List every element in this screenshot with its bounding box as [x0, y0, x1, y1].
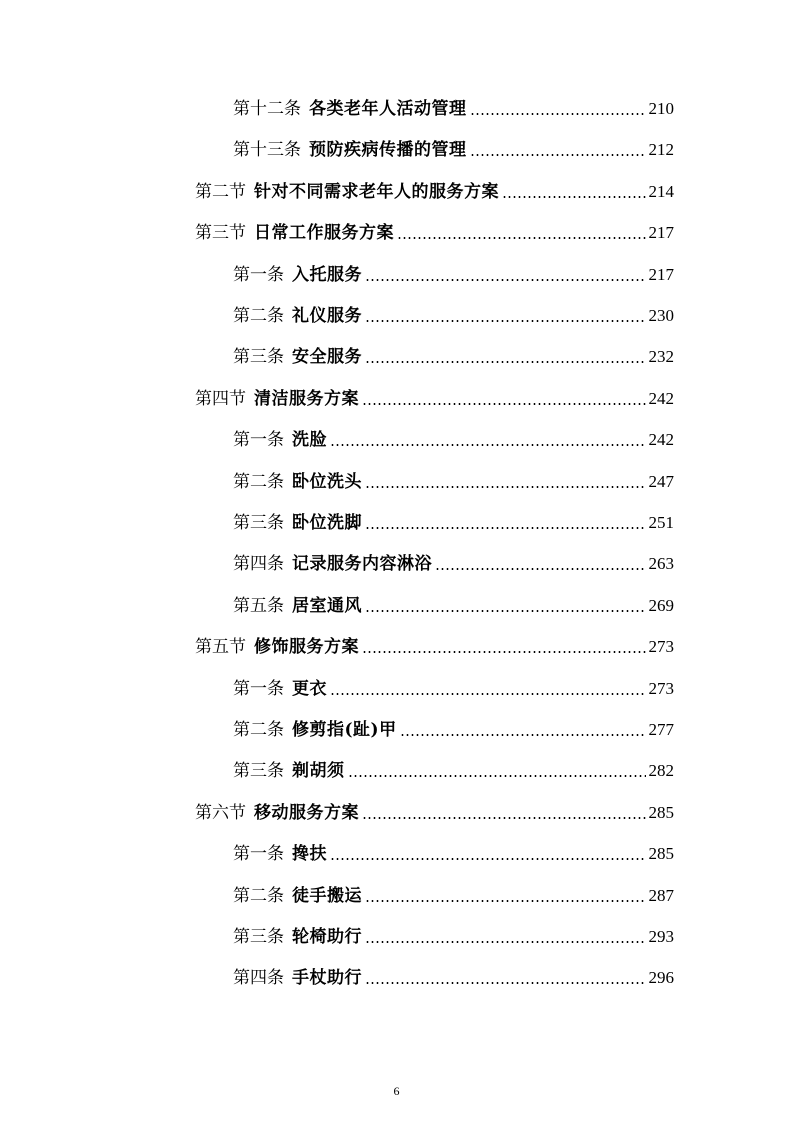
toc-entry-title: 日常工作服务方案: [254, 223, 394, 244]
toc-entry-title: 针对不同需求老年人的服务方案: [254, 181, 499, 202]
toc-entry-label: 第十二条: [233, 99, 301, 119]
toc-entry-page: 287: [648, 885, 674, 905]
toc-entry-page: 251: [648, 513, 674, 532]
dot-leader: [365, 279, 646, 281]
dot-leader: [348, 775, 646, 777]
toc-entry-label: 第一条: [233, 844, 284, 865]
toc-entry-title: 剃胡须: [292, 761, 345, 782]
dot-leader: [365, 941, 646, 943]
toc-entry-page: 285: [648, 844, 674, 864]
dot-leader: [397, 237, 646, 239]
dot-leader: [365, 486, 646, 488]
toc-entry-page: 273: [648, 637, 674, 657]
dot-leader: [365, 900, 646, 902]
toc-entry-title: 洗脸: [292, 430, 327, 451]
toc-entry-title: 更衣: [292, 678, 327, 699]
toc-entry-label: 第六节: [195, 802, 246, 823]
toc-entry[interactable]: [195, 634, 674, 660]
dot-leader: [365, 320, 646, 322]
dot-leader: [470, 154, 646, 156]
dot-leader: [362, 403, 646, 405]
toc-entry-title: 徒手搬运: [292, 885, 362, 906]
toc-entry[interactable]: [233, 717, 674, 743]
dot-leader: [362, 817, 646, 819]
dot-leader: [400, 734, 646, 736]
toc-entry-page: 230: [648, 306, 674, 325]
toc-entry[interactable]: [233, 965, 674, 991]
dot-leader: [435, 568, 646, 570]
toc-entry-label: 第四节: [195, 388, 246, 409]
toc-entry-title: 清洁服务方案: [254, 388, 359, 409]
toc-entry-label: 第二条: [233, 471, 284, 492]
dot-leader: [365, 361, 646, 363]
toc-entry-page: 217: [648, 223, 674, 243]
page-number: 6: [393, 1084, 400, 1098]
toc-entry-title: 各类老年人活动管理: [309, 99, 467, 119]
toc-entry-page: 210: [648, 99, 674, 118]
toc-entry[interactable]: [233, 883, 674, 909]
toc-entry-label: 第四条: [233, 968, 284, 989]
toc-entry[interactable]: [233, 510, 674, 536]
toc-entry-page: 217: [648, 264, 674, 284]
toc-entry[interactable]: [195, 179, 674, 205]
toc-entry-label: 第三节: [195, 223, 246, 244]
toc-entry[interactable]: [233, 551, 674, 577]
toc-entry-title: 记录服务内容淋浴: [292, 554, 432, 575]
toc-entry[interactable]: [233, 262, 674, 288]
toc-entry-page: 277: [648, 720, 674, 739]
toc-entry[interactable]: [233, 469, 674, 495]
toc-entry-page: 214: [648, 181, 674, 201]
toc-entry-label: 第二条: [233, 720, 284, 740]
toc-entry-page: 247: [648, 471, 674, 491]
toc-entry-page: 232: [648, 347, 674, 367]
toc-entry[interactable]: [233, 137, 674, 163]
toc-entry-label: 第三条: [233, 927, 284, 947]
toc-entry-page: 293: [648, 927, 674, 946]
toc-entry[interactable]: [233, 593, 674, 619]
toc-entry-title: 居室通风: [292, 595, 362, 616]
dot-leader: [365, 982, 646, 984]
toc-entry-page: 242: [648, 388, 674, 408]
toc-entry-page: 269: [648, 595, 674, 615]
toc-entry-label: 第三条: [233, 347, 284, 368]
toc-entry-page: 212: [648, 140, 674, 160]
toc-entry-label: 第二节: [195, 181, 246, 202]
toc-entry[interactable]: [233, 841, 674, 867]
toc-entry-title: 轮椅助行: [292, 927, 362, 947]
toc-entry-title: 手杖助行: [292, 968, 362, 989]
toc-entry[interactable]: [233, 758, 674, 784]
toc-entry-label: 第三条: [233, 761, 284, 782]
toc-entry[interactable]: [233, 676, 674, 702]
toc-entry-title: 入托服务: [292, 264, 362, 285]
toc-entry-page: 285: [648, 802, 674, 822]
toc-entry[interactable]: [195, 220, 674, 246]
toc-entry-label: 第一条: [233, 678, 284, 699]
toc-entry-page: 263: [648, 554, 674, 574]
dot-leader: [362, 651, 646, 653]
toc-entry-label: 第五条: [233, 595, 284, 616]
toc-entry-title: 卧位洗头: [292, 471, 362, 492]
toc-entry-label: 第四条: [233, 554, 284, 575]
toc-entry-label: 第五节: [195, 637, 246, 658]
toc-entry-label: 第十三条: [233, 140, 301, 161]
dot-leader: [330, 444, 646, 446]
toc-entry-label: 第二条: [233, 885, 284, 906]
toc-entry[interactable]: [195, 386, 674, 412]
toc-entry-title: 安全服务: [292, 347, 362, 368]
dot-leader: [502, 196, 646, 198]
toc-entry[interactable]: [233, 924, 674, 950]
dot-leader: [330, 858, 646, 860]
toc-entry-title: 搀扶: [292, 844, 327, 865]
dot-leader: [365, 527, 646, 529]
dot-leader: [470, 113, 646, 115]
toc-entry-title: 修剪指(趾)甲: [292, 720, 397, 740]
toc-entry-label: 第二条: [233, 306, 284, 326]
toc-entry-page: 273: [648, 678, 674, 698]
toc-entry[interactable]: [233, 344, 674, 370]
toc-entry-label: 第一条: [233, 430, 284, 451]
toc-entry-title: 预防疾病传播的管理: [309, 140, 467, 161]
dot-leader: [330, 693, 646, 695]
toc-entry-page: 242: [648, 430, 674, 450]
dot-leader: [365, 610, 646, 612]
toc-entry-page: 282: [648, 761, 674, 781]
toc-entry[interactable]: [233, 427, 674, 453]
toc-entry-page: 296: [648, 968, 674, 988]
toc-entry-title: 移动服务方案: [254, 802, 359, 823]
toc-entry[interactable]: [233, 96, 674, 122]
toc-entry[interactable]: [233, 303, 674, 329]
toc-entry-label: 第三条: [233, 513, 284, 533]
toc-entry[interactable]: [195, 800, 674, 826]
toc-entry-title: 修饰服务方案: [254, 637, 359, 658]
toc-entry-label: 第一条: [233, 264, 284, 285]
toc-entry-title: 卧位洗脚: [292, 513, 362, 533]
toc-entry-title: 礼仪服务: [292, 306, 362, 326]
